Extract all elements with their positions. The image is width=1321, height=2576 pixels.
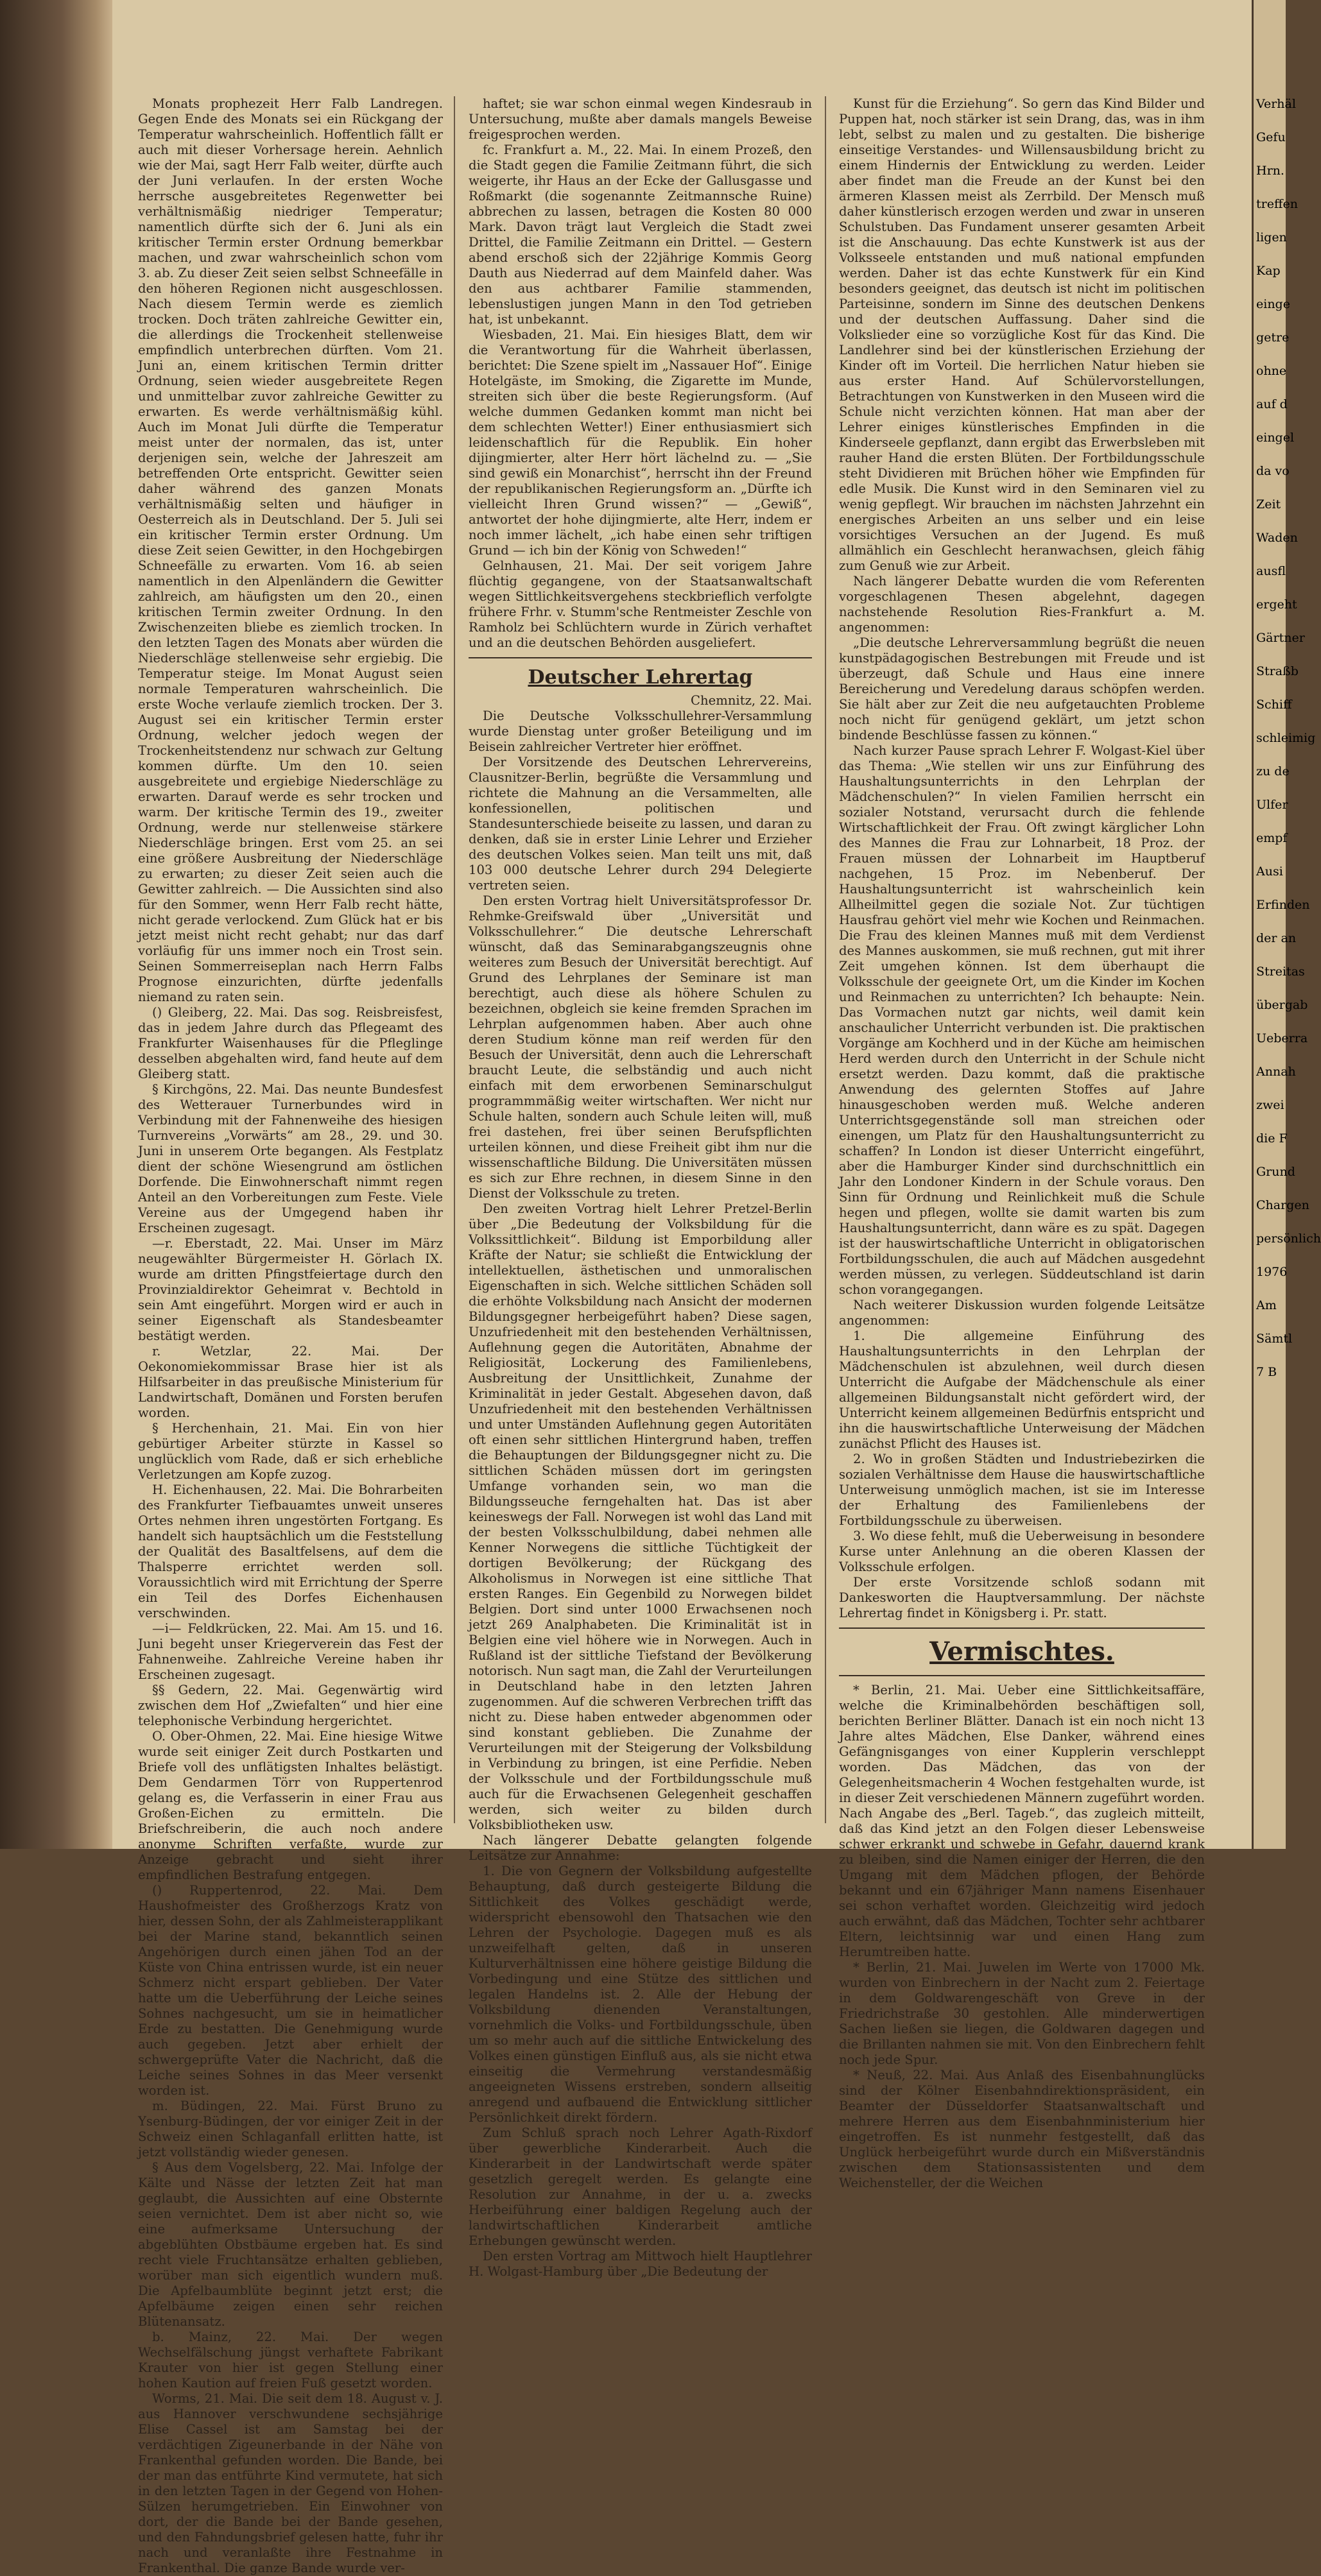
article-paragraph: () Ruppertenrod, 22. Mai. Dem Haushofmeister des Großherzogs Kratz von hier, dessen Sohn, der als Zahlmeisterapplikant bei der Marine stand, bekanntlich seinen Angehörigen durch einen jähen Tod an der Küste von China entrissen wurde, ist ein neuer Schmerz nicht erspart geblieben. Der Vater hatte um die Ueberführung der Leiche seines Sohnes nachgesucht, um sie in heimatlicher Erde zu bestatten. Die Genehmigung wurde auch gegeben. Jetzt aber erhielt der schwergeprüfte Vater die Nachricht, daß die Leiche seines Sohnes in das Meer versenkt worden ist.: [138, 1883, 443, 2098]
adjacent-page-fragment: treffen: [1256, 197, 1298, 211]
article-paragraph: * Berlin, 21. Mai. Juwelen im Werte von 17000 Mk. wurden von Einbrechern in der Nacht zum 2. Feiertage in dem Goldwarengeschäft von Greve in der Friedrichstraße 30 gestohlen. Alle minderwertigen Sachen ließen sie liegen, die Goldwaren dagegen und die Brillanten nahmen sie mit. Von den Einbrechern fehlt noch jede Spur.: [839, 1960, 1205, 2067]
article-paragraph: () Gleiberg, 22. Mai. Das sog. Reisbreisfest, das in jedem Jahre durch das Pflegeamt des Frankfurter Waisenhauses für die Pfleglinge desselben abgehalten wird, fand heute auf dem Gleiberg statt.: [138, 1005, 443, 1081]
adjacent-page-fragment: zu de: [1256, 764, 1290, 778]
book-binding: [0, 0, 112, 1849]
adjacent-page-fragment: Grund: [1256, 1165, 1295, 1179]
article-paragraph: b. Mainz, 22. Mai. Der wegen Wechselfälschung jüngst verhaftete Fabrikant Krauter von hier ist gegen Stellung einer hohen Kaution auf freien Fuß gesetzt worden.: [138, 2330, 443, 2391]
adjacent-page-fragment: Verhäl: [1256, 97, 1296, 111]
adjacent-page-fragment: ligen: [1256, 230, 1287, 245]
adjacent-page-fragment: ausfl: [1256, 564, 1286, 578]
article-paragraph: H. Eichenhausen, 22. Mai. Die Bohrarbeiten des Frankfurter Tiefbauamtes unweit unseres Ortes nehmen ihren ungestörten Fortgang. Es handelt sich hauptsächlich um die Feststellung der Qualität des Basaltfelsens, auf dem die Thalsperre errichtet werden soll. Voraussichtlich wird mit Errichtung der Sperre ein Teil des Dorfes Eichenhausen verschwinden.: [138, 1482, 443, 1620]
article-paragraph: Nach weiterer Diskussion wurden folgende Leitsätze angenommen:: [839, 1298, 1205, 1328]
adjacent-page-fragment: Ulfer: [1256, 798, 1288, 812]
adjacent-page-fragment: schleimig: [1256, 731, 1316, 745]
adjacent-page-fragment: da vo: [1256, 464, 1290, 478]
adjacent-page-fragment: die F: [1256, 1131, 1288, 1146]
article-paragraph: * Neuß, 22. Mai. Aus Anlaß des Eisenbahnunglücks sind der Kölner Eisenbahndirektionspräsident, ein Beamter der Düsseldorfer Staatsanwaltschaft und mehrere Herren aus dem Eisenbahnministerium hier eingetroffen. Es ist nunmehr festgestellt, daß das Unglück herbeigeführt wurde durch ein Mißverständnis zwischen dem Stationsassistenten und dem Weichensteller, der die Weichen: [839, 2068, 1205, 2190]
article-paragraph: haftet; sie war schon einmal wegen Kindesraub in Untersuchung, mußte aber damals mangels Beweise freigesprochen werden.: [469, 96, 812, 142]
adjacent-page-fragment: 7 B: [1256, 1365, 1277, 1379]
adjacent-page-fragment: Hrn.: [1256, 164, 1284, 178]
adjacent-page-fragment: Zeit: [1256, 497, 1281, 511]
article-paragraph: Monats prophezeit Herr Falb Landregen. Gegen Ende des Monats sei ein Rückgang der Temperatur wahrscheinlich. Hoffentlich fällt er auch mit dieser Vorhersage herein. Aehnlich wie der Mai, sagt Herr Falb weiter, dürfte auch der Juni verlaufen. In der ersten Woche herrsche ausgebreitetes Regenwetter bei verhältnismäßig niedriger Temperatur; namentlich dürfte sich der 6. Juni als ein kritischer Termin erster Ordnung bemerkbar machen, und zwar wahrscheinlich schon vom 3. ab. Zu dieser Zeit seien selbst Schneefälle in den höheren Regionen nicht ausgeschlossen. Nach diesem Termin werde es ziemlich trocken. Doch träten zahlreiche Gewitter ein, die allerdings die Trockenheit stellenweise empfindlich unterbrechen dürften. Vom 21. Juni an, einem kritischen Termin dritter Ordnung, seien wieder ausgebreitete Regen und unmittelbar zuvor zahlreiche Gewitter zu erwarten. Es werde verhältnismäßig kühl. Auch im Monat Juli dürfte die Temperatur meist unter der normalen, das ist, unter derjenigen sein, welche der Jahreszeit am betreffenden Orte entspricht. Gewitter seien daher während des ganzen Monats verhältnismäßig selten und häufiger in Oesterreich als in Deutschland. Der 5. Juli sei ein kritischer Termin erster Ordnung. Um diese Zeit seien Gewitter, in den Hochgebirgen Schneefälle zu erwarten. Vom 16. ab seien namentlich in den Alpenländern die Gewitter zahlreich, am häufigsten um den 20., einen kritischen Termin zweiter Ordnung. In den Zwischenzeiten bliebe es ziemlich trocken. In den letzten Tagen des Monats aber würden die Niederschläge stellenweise sehr ergiebig. Die Temperatur steige. Im Monat August seien normale Temperaturen wahrscheinlich. Die erste Woche verlaufe ziemlich trocken. Der 3. August sei ein kritischer Termin erster Ordnung, welcher jedoch wegen der Trockenheitstendenz nur schwach zur Geltung kommen dürfte. Um den 10. seien ausgebreitete und ergiebige Niederschläge zu erwarten. Darauf werde es sehr trocken und warm. Der kritische Termin des 19., zweiter Ordnung, werde nur stellenweise stärkere Niederschläge bringen. Erst vom 25. an sei eine größere Ausbreitung der Niederschläge zu erwarten; zu dieser Zeit seien auch die Gewitter zahlreich. — Die Aussichten sind also für den Sommer, wenn Herr Falb recht hätte, nicht gerade verlockend. Zum Glück hat er bis jetzt meist nicht recht gehabt; nur das darf vorläufig für uns immer noch ein Trost sein. Seinen Sommerreiseplan nach Herrn Falbs Prognose einzurichten, dürfte jedenfalls niemand zu raten sein.: [138, 96, 443, 1004]
article-paragraph: r. Wetzlar, 22. Mai. Der Oekonomiekommissar Brase hier ist als Hilfsarbeiter in das preußische Ministerium für Landwirtschaft, Domänen und Forsten berufen worden.: [138, 1344, 443, 1420]
adjacent-page-fragment: Waden: [1256, 531, 1298, 545]
adjacent-page-fragment: ohne: [1256, 364, 1287, 378]
adjacent-page-fragment: übergab: [1256, 998, 1308, 1012]
article-paragraph: „Die deutsche Lehrerversammlung begrüßt die neuen kunstpädagogischen Bestrebungen mit Freude und ist überzeugt, daß Schule und Haus eine innere Bereicherung und Veredelung daraus schöpfen werden. Sie hält aber zur Zeit die neu aufgetauchten Probleme noch nicht für genügend geklärt, um jetzt schon bindende Beschlüsse fassen zu können.“: [839, 635, 1205, 743]
article-paragraph: —r. Eberstadt, 22. Mai. Unser im März neugewählter Bürgermeister H. Görlach IX. wurde am dritten Pfingstfeiertage durch den Provinzialdirektor Geheimrat v. Bechtold in sein Amt eingeführt. Morgen wird er auch in seiner Eigenschaft als Standesbeamter bestätigt werden.: [138, 1236, 443, 1343]
article-paragraph: —i— Feldkrücken, 22. Mai. Am 15. und 16. Juni begeht unser Kriegerverein das Fest der Fahnenweihe. Zahlreiche Vereine haben ihr Erscheinen zugesagt.: [138, 1621, 443, 1682]
adjacent-page-fragment: Am: [1256, 1298, 1277, 1312]
adjacent-page-fragment: getre: [1256, 331, 1290, 345]
article-paragraph: Wiesbaden, 21. Mai. Ein hiesiges Blatt, dem wir die Verantwortung für die Wahrheit überlassen, berichtet: Die Szene spielt im „Nassauer Hof“. Einige Hotelgäste, im Smoking, die Zigarette im Munde, streiten sich über die beste Regierungsform. (Auf welche dummen Gedanken kommt man nicht bei dem schlechten Wetter!) Einer enthusiasmiert sich leidenschaftlich für die Republik. Ein hoher dijingmierter, alter Herr hört lächelnd zu. — „Sie sind gewiß ein Monarchist“, herrscht ihn der Freund der republikanischen Regierungsform an. „Dürfte ich vielleicht Ihren Grund wissen?“ — „Gewiß“, antwortet der hohe dijingmierte, alte Herr, indem er noch immer lächelt, „ich habe einen sehr triftigen Grund — ich bin der König von Schweden!“: [469, 327, 812, 558]
adjacent-page-fragment: Gefu: [1256, 130, 1286, 144]
adjacent-page-fragment: Sämtl: [1256, 1332, 1293, 1346]
column-divider: [454, 96, 455, 1823]
article-paragraph: 3. Wo diese fehlt, muß die Ueberweisung in besondere Kurse unter Anlehnung an die oberen Klassen der Volksschule erfolgen.: [839, 1529, 1205, 1574]
article-paragraph: Den ersten Vortrag hielt Universitätsprofessor Dr. Rehmke-Greifswald über „Universität und Volksschullehrer.“ Die deutsche Lehrerschaft wünscht, daß das Seminarabgangszeugnis ohne weiteres zum Besuch der Universität berechtigt. Auf Grund des Lehrplanes der Seminare ist man berechtigt, auch diese als höhere Schulen zu bezeichnen, obgleich sie keine fremden Sprachen im Lehrplan aufgenommen haben. Aber auch ohne deren Studium könne man reif werden für den Besuch der Universität, denn auch die Lehrerschaft braucht Leute, die selbständig und auch nicht einfach mit dem erworbenen Seminarschulgut programmmäßig weiter wirtschaften. Wer nicht nur Schule halten, sondern auch Schule leiten will, muß frei dastehen, frei über seinen Berufspflichten urteilen können, und diese Freiheit gibt ihm nur die wissenschaftliche Bildung. Die Universitäten müssen es sich zur Ehre rechnen, in diesem Sinne in den Dienst der Volksschule zu treten.: [469, 893, 812, 1201]
adjacent-page-fragment: 1976: [1256, 1265, 1288, 1279]
article-paragraph: Den zweiten Vortrag hielt Lehrer Pretzel-Berlin über „Die Bedeutung der Volksbildung für die Volkssittlichkeit“. Bildung ist Emporbildung aller Kräfte der Natur; sie schließt die Entwicklung der intellektuellen, ästhetischen und unmoralischen Eigenschaften in sich. Welche sittlichen Schäden soll die erhöhte Volksbildung nach Ansicht der modernen Bildungsgegner herbeigeführt haben? Diese sagen, Unzufriedenheit mit den bestehenden Verhältnissen, Auflehnung gegen die Autoritäten, Abnahme der Religiosität, Lockerung des Familienlebens, Ausbreitung der Unsittlichkeit, Zunahme der Kriminalität in jeder Gestalt. Abgesehen davon, daß Unzufriedenheit mit den bestehenden Verhältnissen und unter Umständen Auflehnung gegen Autoritäten oft einen sehr sittlichen Hintergrund haben, treffen die Behauptungen der Bildungsgegner nicht zu. Die sittlichen Schäden müssen dort im geringsten Umfange vorhanden sein, wo man die Bildungsseuche ferngehalten hat. Das ist aber keineswegs der Fall. Norwegen ist wohl das Land mit der besten Volksschulbildung, dabei nehmen alle Kenner Norwegens die sittliche Tüchtigkeit der dortigen Bevölkerung; der Rückgang des Alkoholismus in Norwegen ist eine sittliche That ersten Ranges. Ein Gegenbild zu Norwegen bildet Belgien. Dort sind unter 1000 Erwachsenen noch jetzt 269 Analphabeten. Die Kriminalität ist in Belgien eine viel höhere wie in Norwegen. Auch in Rußland ist der sittliche Tiefstand der Bevölkerung notorisch. Nun sagt man, die Zahl der Verurteilungen in Deutschland habe in den letzten Jahren zugenommen. Auf die schweren Verbrechen trifft das nicht zu. Diese haben entweder abgenommen oder sind konstant geblieben. Die Zunahme der Verurteilungen mit der Steigerung der Volksbildung in Verbindung zu bringen, ist eine Perfidie. Neben der Volksschule und der Fortbildungsschule muß auch für die Erwachsenen Gelegenheit geschaffen werden, sich weiter zu bilden durch Volksbibliotheken usw.: [469, 1201, 812, 1832]
article-paragraph: Nach längerer Debatte gelangten folgende Leitsätze zur Annahme:: [469, 1833, 812, 1863]
article-paragraph: Der Vorsitzende des Deutschen Lehrervereins, Clausnitzer-Berlin, begrüßte die Versammlung und richtete die Mahnung an die Versammelten, alle konfessionellen, politischen und Standesunterschiede beiseite zu lassen, und daran zu denken, daß sie in erster Linie Lehrer und Erzieher des deutschen Volkes seien. Man teilt uns mit, daß 103 000 deutsche Lehrer durch 294 Delegierte vertreten seien.: [469, 755, 812, 893]
section-title-lehrertag: Deutscher Lehrertag: [528, 666, 753, 689]
column-2: [469, 96, 812, 2279]
adjacent-page-fragment: Ueberra: [1256, 1031, 1308, 1045]
article-paragraph: Den ersten Vortrag am Mittwoch hielt Hauptlehrer H. Wolgast-Hamburg über „Die Bedeutung der: [469, 2249, 812, 2279]
article-paragraph: Nach kurzer Pause sprach Lehrer F. Wolgast-Kiel über das Thema: „Wie stellen wir uns zur Einführung des Haushaltungsunterrichts in den Lehrplan der Mädchenschulen?“ In vielen Familien herrscht ein sozialer Notstand, verursacht durch die fehlende Wirtschaftlichkeit der Frau. Oft zwingt kärglicher Lohn des Mannes die Frau zur Lohnarbeit, 18 Proz. der Frauen müssen der Lohnarbeit im Hauptberuf nachgehen, 15 Proz. im Nebenberuf. Der Haushaltungsunterricht ist wahrscheinlich kein Allheilmittel gegen die soziale Not. Zur tüchtigen Hausfrau gehört viel mehr wie Kochen und Reinmachen. Die Frau des kleinen Mannes muß mit dem Verdienst des Mannes auskommen, sie muß rechnen, gut mit ihrer Zeit umgehen können. Ist dem überhaupt die Volksschule der geeignete Ort, um die Kinder im Kochen und Reinmachen zu unterrichten? Ich behaupte: Nein. Das Vormachen nutzt gar nichts, weil damit kein anschaulicher Unterricht verbunden ist. Die praktischen Vorgänge am Kochherd und in der Küche am heimischen Herd werden durch den Unterricht in der Schule nicht ersetzt werden. Dazu kommt, daß die praktische Anwendung des gelernten Stoffes auf Jahre hinausgeschoben werden muß. Welche anderen Unterrichtsgegenstände soll man streichen oder einengen, um Platz für den Haushaltungsunterricht zu schaffen? In London ist dieser Unterricht eingeführt, aber die Hamburger Kinder sind durchschnittlich ein Jahr den Londoner Kindern in der Schule voraus. Den Sinn für Ordnung und Reinlichkeit muß die Schule hegen und pflegen, wollte sie damit warten bis zum Haushaltungsunterricht, dann wäre es zu spät. Dagegen ist der hauswirtschaftliche Unterricht in obligatorischen Fortbildungsschulen, die auch auf Mädchen ausgedehnt werden müssen, zu verlegen. Süddeutschland ist darin schon vorangegangen.: [839, 743, 1205, 1297]
column-3: [839, 96, 1205, 2190]
column-1: [138, 96, 443, 2575]
article-paragraph: § Kirchgöns, 22. Mai. Das neunte Bundesfest des Wetterauer Turnerbundes wird in Verbindung mit der Fahnenweihe des hiesigen Turnvereins „Vorwärts“ am 28., 29. und 30. Juni in unserem Orte begangen. Als Festplatz dient der schöne Wiesengrund am östlichen Dorfende. Die Einwohnerschaft nimmt regen Anteil an den Vorbereitungen zum Feste. Viele Vereine aus der Umgegend haben ihr Erscheinen zugesagt.: [138, 1082, 443, 1235]
adjacent-page-fragment: Erfinden: [1256, 898, 1310, 912]
newspaper-page: [112, 0, 1252, 2575]
adjacent-page-fragment: persönlich: [1256, 1232, 1321, 1246]
article-paragraph: Die Deutsche Volksschullehrer-Versammlung wurde Dienstag unter großer Beteiligung und im Beisein zahlreicher Vertreter hier eröffnet.: [469, 708, 812, 754]
article-paragraph: Worms, 21. Mai. Die seit dem 18. August v. J. aus Hannover verschwundene sechsjährige Elise Cassel ist am Samstag bei der verdächtigen Zigeunerbande in der Nähe von Frankenthal gefunden worden. Die Bande, bei der man das entführte Kind vermutete, hat sich in den letzten Tagen in der Gegend von Hohen-Sülzen herumgetrieben. Ein Einwohner von dort, der die Bande bei der Bande gesehen, und den Fahndungsbrief gelesen hatte, fuhr ihr nach und veranlaßte ihre Festnahme in Frankenthal. Die ganze Bande wurde ver-: [138, 2391, 443, 2575]
adjacent-page-fragment: Ausi: [1256, 864, 1283, 879]
adjacent-page-fragment: Gärtner: [1256, 631, 1305, 645]
article-paragraph: * Berlin, 21. Mai. Ueber eine Sittlichkeitsaffäre, welche die Kriminalbehörden beschäftigen soll, berichten Berliner Blätter. Danach ist ein noch nicht 13 Jahre altes Mädchen, Else Danker, während eines Gefängnisganges von einer Kupplerin verschleppt worden. Das Mädchen, das von der Gelegenheitsmacherin 4 Wochen festgehalten wurde, ist in dieser Zeit verschiedenen Männern zugeführt worden. Nach Angabe des „Berl. Tageb.“, das zugleich mitteilt, daß das Kind jetzt an den Folgen dieser Lebensweise schwer erkrankt und schwebe in Gefahr, dauernd krank zu bleiben, sind die Namen einiger der Herren, die den Umgang mit dem Mädchen pflogen, der Behörde bekannt und ein 67jähriger Mann namens Eisenhauer sei schon verhaftet worden. Gleichzeitig wird jedoch auch erwähnt, daß das Mädchen, Tochter sehr achtbarer Eltern, leichtsinnig war und einen Hang zum Herumtreiben hatte.: [839, 1683, 1205, 1959]
article-paragraph: Nach längerer Debatte wurden die vom Referenten vorgeschlagenen Thesen abgelehnt, dagegen nachstehende Resolution Ries-Frankfurt a. M. angenommen:: [839, 574, 1205, 635]
adjacent-page-fragment: auf d: [1256, 397, 1288, 411]
article-paragraph: § Herchenhain, 21. Mai. Ein von hier gebürtiger Arbeiter stürzte in Kassel so unglücklich vom Rade, daß er sich erhebliche Verletzungen am Kopfe zuzog.: [138, 1421, 443, 1482]
section-rule: [469, 657, 812, 658]
section-rule: [839, 1627, 1205, 1629]
article-paragraph: O. Ober-Ohmen, 22. Mai. Eine hiesige Witwe wurde seit einiger Zeit durch Postkarten und Briefe voll des unflätigsten Inhaltes belästigt. Dem Gendarmen Törr von Ruppertenrod gelang es, die Verfasserin in einer Frau aus Großen-Eichen zu ermitteln. Die Briefschreiberin, die auch noch andere anonyme Schriften verfaßte, wurde zur Anzeige gebracht und sieht ihrer empfindlichen Bestrafung entgegen.: [138, 1729, 443, 1882]
article-paragraph: § Aus dem Vogelsberg, 22. Mai. Infolge der Kälte und Nässe der letzten Zeit hat man geglaubt, die Aussichten auf eine Obsternte seien vernichtet. Dem ist aber nicht so, wie eine aufmerksame Untersuchung der abgeblühten Obstbäume ergeben hat. Es sind recht viele Fruchtansätze erhalten geblieben, worüber man sich eigentlich wundern muß. Die Apfelbaumblüte beginnt jetzt erst; die Apfelbäume zeigen einen sehr reichen Blütenansatz.: [138, 2160, 443, 2329]
adjacent-page-fragment: ergeht: [1256, 597, 1297, 612]
article-paragraph: 2. Wo in großen Städten und Industriebezirken die sozialen Verhältnisse dem Hause die hauswirtschaftliche Unterweisung unmöglich machen, ist sie im Interesse der Erhaltung des Familienlebens der Fortbildungsschule zu überweisen.: [839, 1452, 1205, 1528]
adjacent-page-fragment: einge: [1256, 297, 1290, 311]
section-title-vermischtes: Vermischtes.: [929, 1636, 1114, 1667]
adjacent-page-fragment: Kap: [1256, 264, 1281, 278]
column-divider: [825, 96, 826, 1823]
article-paragraph: §§ Gedern, 22. Mai. Gegenwärtig wird zwischen dem Hof „Zwiefalten“ und hier eine telephonische Verbindung hergerichtet.: [138, 1683, 443, 1728]
adjacent-page-edge: [1252, 0, 1321, 1849]
adjacent-page-fragment: empf: [1256, 831, 1288, 845]
dateline: Chemnitz, 22. Mai.: [691, 693, 812, 708]
adjacent-page-fragment: Annah: [1256, 1065, 1296, 1079]
adjacent-page-fragment: eingel: [1256, 431, 1295, 445]
adjacent-page-fragment: Schiff: [1256, 698, 1292, 712]
article-paragraph: 1. Die von Gegnern der Volksbildung aufgestellte Behauptung, daß durch gesteigerte Bildung die Sittlichkeit des Volkes geschädigt werde, widerspricht ebensowohl den Thatsachen wie den Lehren der Psychologie. Dagegen muß es als unzweifelhaft gelten, daß in unseren Kulturverhältnissen eine höhere geistige Bildung die Vorbedingung und eine Stütze des sittlichen und legalen Handelns ist. 2. Alle der Hebung der Volksbildung dienenden Veranstaltungen, vornehmlich die Volks- und Fortbildungsschule, üben um so mehr auch auf die sittliche Entwickelung des Volkes einen günstigen Einfluß aus, als sie nicht etwa einseitig die Vermehrung verstandesmäßig angeeigneten Wissens erstreben, sondern allseitig anregend und aufbauend die Entwicklung sittlicher Persönlichkeit direkt fördern.: [469, 1864, 812, 2125]
article-paragraph: Kunst für die Erziehung“. So gern das Kind Bilder und Puppen hat, noch stärker ist sein Drang, das, was in ihm lebt, selbst zu malen und zu gestalten. Die bisherige einseitige Verstandes- und Willensausbildung bricht zu einem Hindernis der Entwicklung zu werden. Leider aber findet man die Freude an der Kunst bei den ärmeren Klassen meist als Zerrbild. Der Mensch muß daher künstlerisch erzogen werden und zwar in unseren Schulstuben. Das Fundament unserer gesamten Arbeit ist die Anschauung. Das echte Kunstwerk ist aus der Volksseele entstanden und muß national empfunden werden. Daher ist das echte Kunstwerk für ein Kind besonders geeignet, das deutsch ist nicht im politischen Parteisinne, sondern im Sinne des deutschen Denkens und der deutschen Auffassung. Daher sind die Volkslieder eine so vorzügliche Kost für das Kind. Die Landlehrer sind bei der künstlerischen Erziehung der Kinder oft im Vorteil. Die herrlichen Natur hieben sie aus erster Hand. Auf Schülervorstellungen, Betrachtungen von Kunstwerken in den Museen wird die Schule nicht verzichten können. Hat man aber der Lehrer einiges künstlerisches Empfinden in die Kinderseele gepflanzt, dann ergibt das Erwerbsleben mit rauher Hand die ersten Blüten. Der Fortbildungsschule steht Dividieren mit Brüchen höher wie Empfinden für edle Musik. Die Kunst wird in den Seminaren viel zu wenig gepflegt. Wir brauchen im nächsten Jahrzehnt ein energisches Arbeiten an uns selber und ein leise vorsichtiges Versuchen an der Jugend. Es muß allmählich ein Geschlecht heranwachsen, gleich fähig zum Genuß wie zur Arbeit.: [839, 96, 1205, 573]
section-rule: [839, 1675, 1205, 1676]
adjacent-page-fragment: zwei: [1256, 1098, 1284, 1112]
article-paragraph: 1. Die allgemeine Einführung des Haushaltungsunterrichts in den Lehrplan der Mädchenschulen ist abzulehnen, weil durch diesen Unterricht die Aufgabe der Mädchenschule als einer allgemeinen Bildungsanstalt nicht gefördert wird, der Unterricht keinem allgemeinen Bedürfnis entspricht und ihn die hauswirtschaftliche Unterweisung der Mädchen zunächst Pflicht des Hauses ist.: [839, 1328, 1205, 1451]
article-paragraph: m. Büdingen, 22. Mai. Fürst Bruno zu Ysenburg-Büdingen, der vor einiger Zeit in der Schweiz einen Schlaganfall erlitten hatte, ist jetzt vollständig wieder genesen.: [138, 2099, 443, 2160]
article-paragraph: Der erste Vorsitzende schloß sodann mit Dankesworten die Hauptversammlung. Der nächste Lehrertag findet in Königsberg i. Pr. statt.: [839, 1575, 1205, 1620]
adjacent-page-fragment: Streitas: [1256, 965, 1305, 979]
adjacent-page-fragment: Chargen: [1256, 1198, 1309, 1212]
adjacent-page-fragment: Straßb: [1256, 664, 1299, 678]
adjacent-page-fragment: der an: [1256, 931, 1297, 945]
article-paragraph: Gelnhausen, 21. Mai. Der seit vorigem Jahre flüchtig gegangene, von der Staatsanwaltschaft wegen Sittlichkeitsvergehens steckbrieflich verfolgte frühere Frhr. v. Stumm'sche Rentmeister Zeschle von Ramholz bei Schlüchtern wurde in Zürich verhaftet und an die deutschen Behörden ausgeliefert.: [469, 558, 812, 650]
article-paragraph: Zum Schluß sprach noch Lehrer Agath-Rixdorf über gewerbliche Kinderarbeit. Auch die Kinderarbeit in der Landwirtschaft werde später gesetzlich geregelt werden. Es gelangte eine Resolution zur Annahme, in der u. a. zwecks Herbeiführung einer baldigen Regelung auch der landwirtschaftlichen Kinderarbeit amtliche Erhebungen gewünscht werden.: [469, 2125, 812, 2248]
article-paragraph: fc. Frankfurt a. M., 22. Mai. In einem Prozeß, den die Stadt gegen die Familie Zeitmann führt, die sich weigerte, ihr Haus an der Ecke der Gallusgasse und Roßmarkt (die sogenannte Zeitmannsche Ruine) abbrechen zu lassen, betragen die Kosten 80 000 Mark. Davon trägt laut Vergleich die Stadt zwei Drittel, die Familie Zeitmann ein Drittel. — Gestern abend erschoß sich der 22jährige Kommis Georg Dauth aus Niederrad auf dem Mainfeld daher. Was den aus achtbarer Familie stammenden, lebenslustigen jungen Mann in den Tod getrieben hat, ist unbekannt.: [469, 142, 812, 327]
